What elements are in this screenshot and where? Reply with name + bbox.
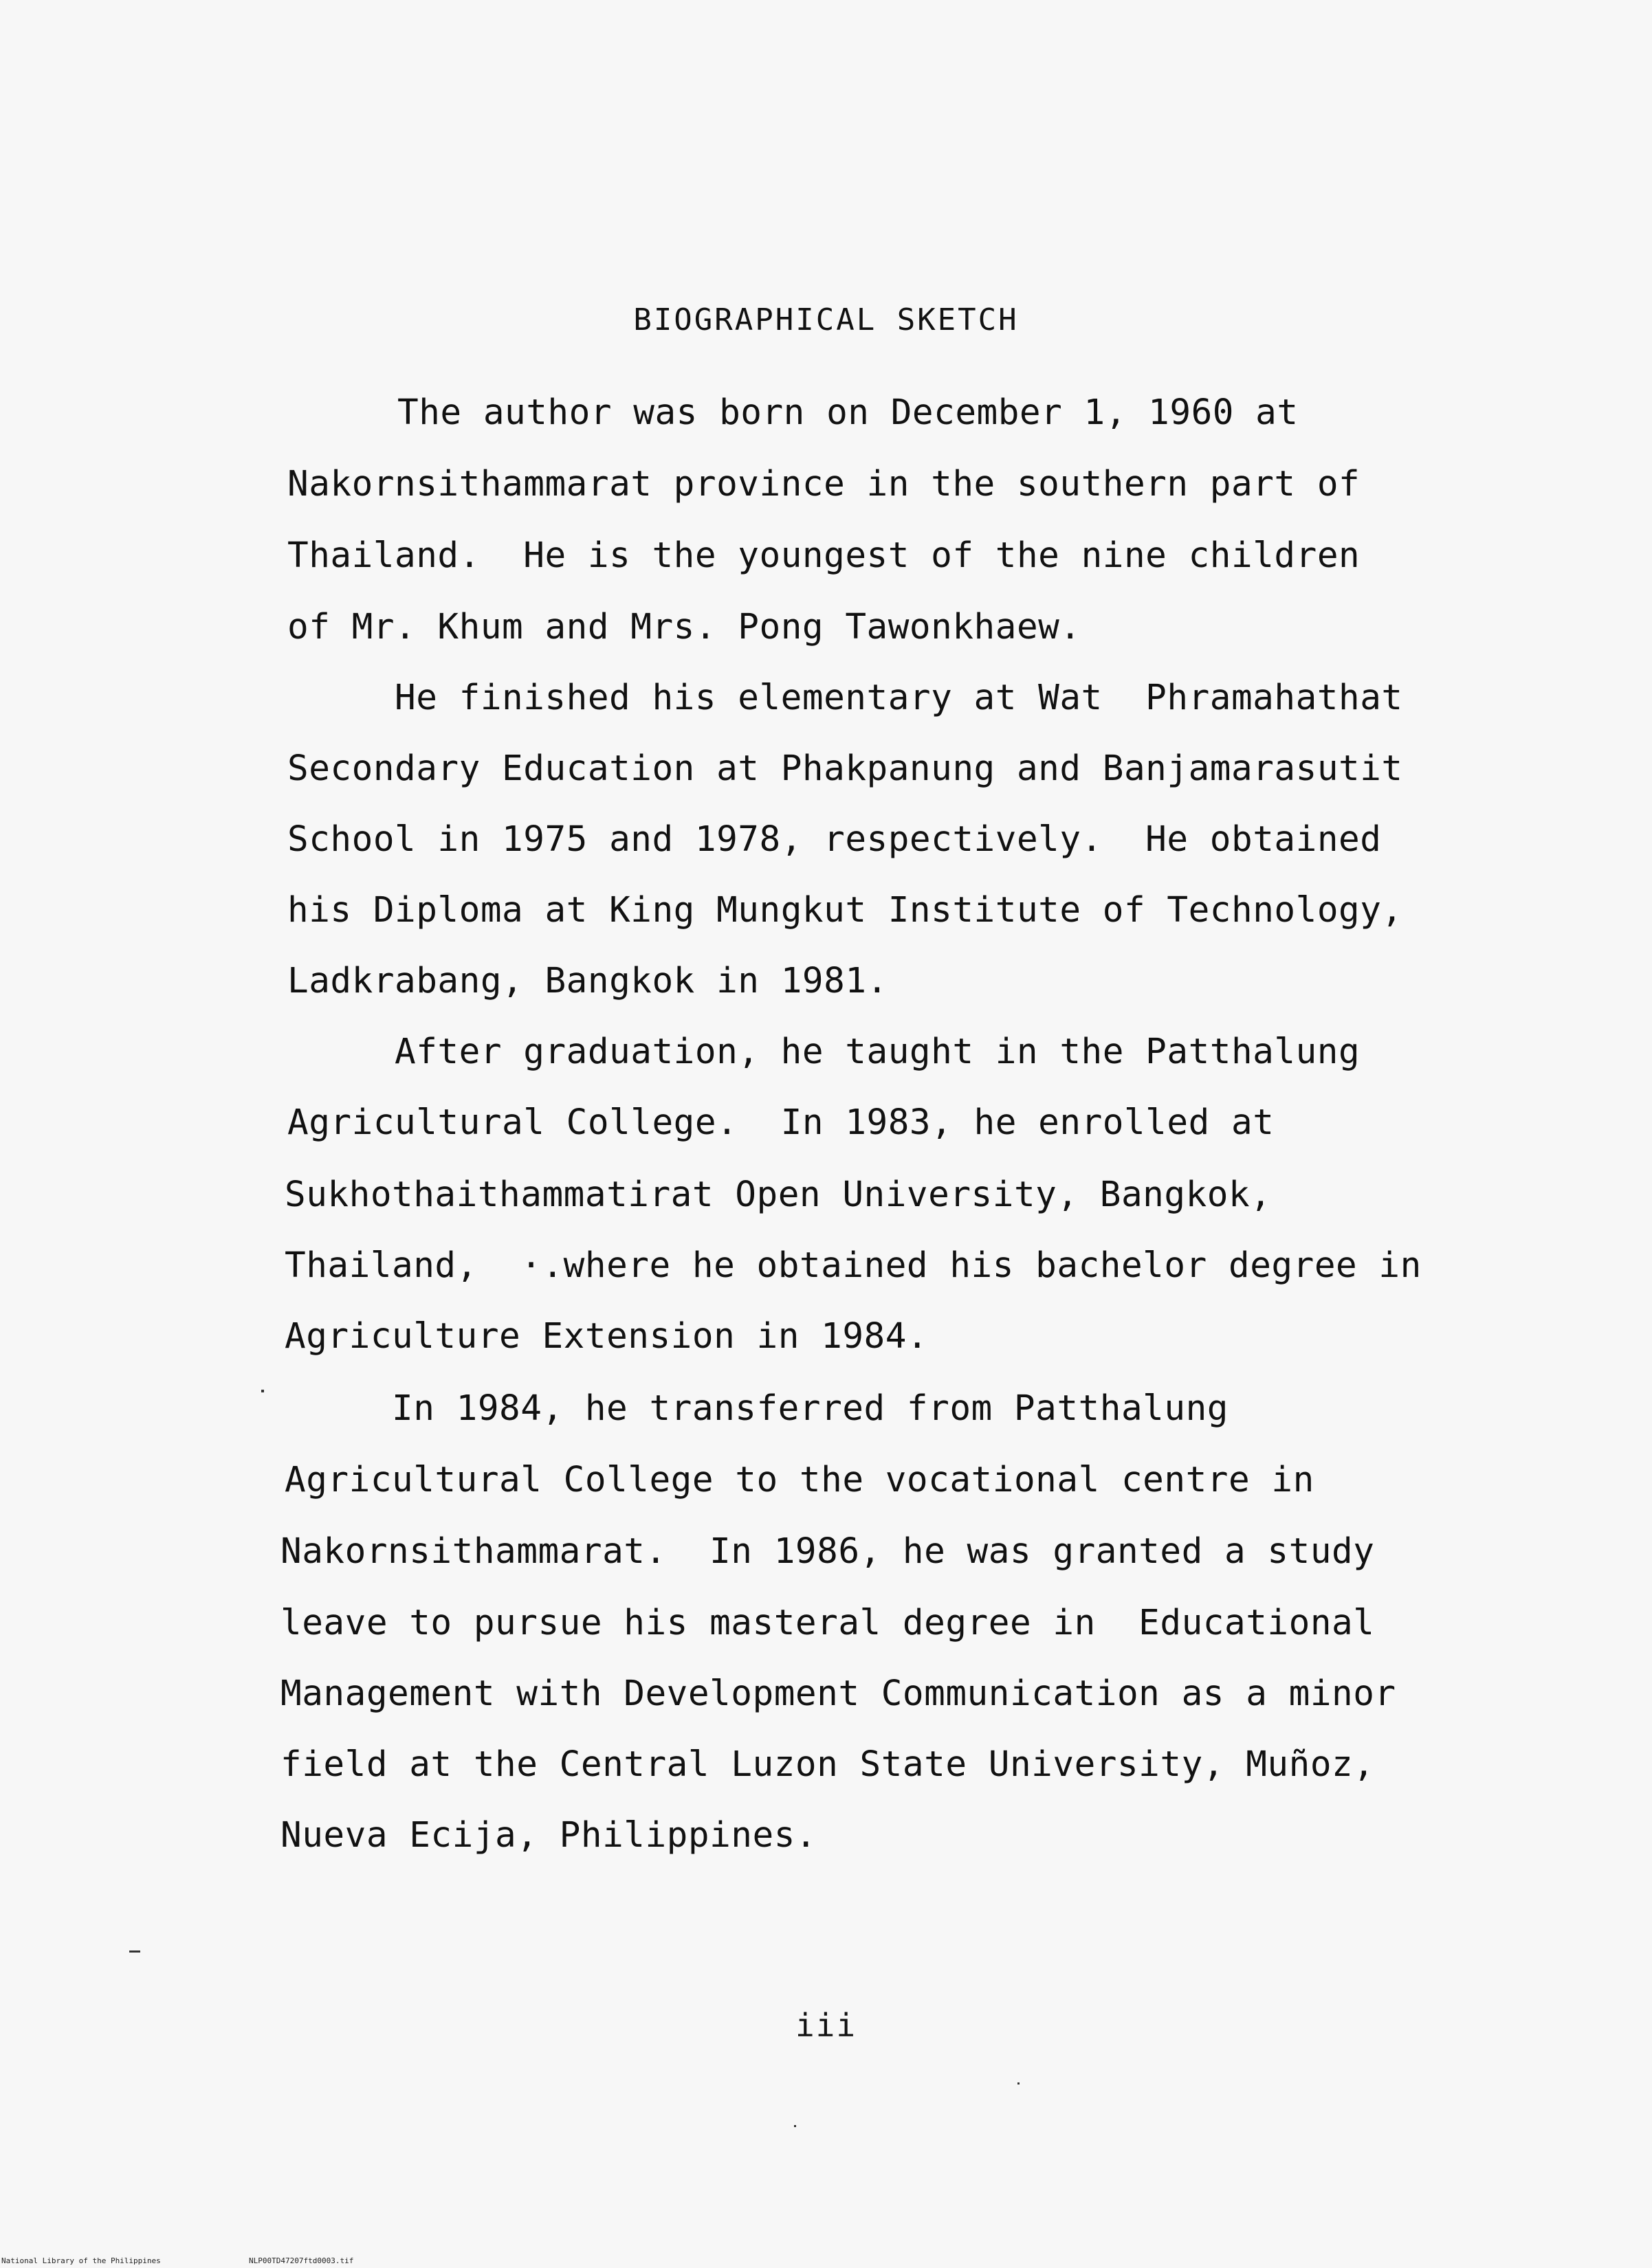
paragraph-line: of Mr. Khum and Mrs. Pong Tawonkhaew. bbox=[287, 607, 1081, 647]
scan-speck bbox=[794, 2125, 796, 2127]
paragraph-line: Sukhothaithammatirat Open University, Bangkok, bbox=[285, 1175, 1272, 1215]
footer-library: National Library of the Philippines bbox=[1, 2256, 161, 2265]
paragraph-line: Secondary Education at Phakpanung and Banjamarasutit bbox=[287, 748, 1403, 789]
paragraph-line: Nakornsithammarat. In 1986, he was granted a study bbox=[280, 1531, 1375, 1572]
paragraph-line: Thailand. He is the youngest of the nine children bbox=[287, 535, 1361, 576]
paragraph-line: his Diploma at King Mungkut Institute of Technology, bbox=[287, 890, 1403, 931]
paragraph-line: Management with Development Communication as a minor bbox=[280, 1674, 1396, 1714]
paragraph-line: Ladkrabang, Bangkok in 1981. bbox=[287, 961, 888, 1001]
paragraph-line: School in 1975 and 1978, respectively. He obtained bbox=[287, 819, 1382, 860]
page-number: iii bbox=[795, 2007, 857, 2044]
paragraph-line: He finished his elementary at Wat Phramahathat bbox=[395, 678, 1403, 718]
paragraph-line: The author was born on December 1, 1960 at bbox=[397, 392, 1299, 433]
paragraph-line: Nueva Ecija, Philippines. bbox=[280, 1815, 817, 1856]
scan-speck bbox=[1017, 2082, 1020, 2084]
scan-speck bbox=[129, 1950, 140, 1953]
paragraph-line: field at the Central Luzon State University, Muñoz, bbox=[280, 1744, 1375, 1785]
paragraph-line: leave to pursue his masteral degree in Educational bbox=[280, 1603, 1375, 1643]
paragraph-line: In 1984, he transferred from Patthalung bbox=[392, 1388, 1229, 1429]
paragraph-line: Agriculture Extension in 1984. bbox=[285, 1316, 929, 1357]
page-title: BIOGRAPHICAL SKETCH bbox=[633, 302, 1019, 337]
paragraph-line: Thailand, ·.where he obtained his bachelor degree in bbox=[285, 1245, 1422, 1286]
paragraph-line: After graduation, he taught in the Patthalung bbox=[395, 1032, 1361, 1072]
paragraph-line: Nakornsithammarat province in the southern part of bbox=[287, 464, 1361, 504]
scan-speck bbox=[261, 1390, 264, 1392]
paragraph-line: Agricultural College. In 1983, he enrolled at bbox=[287, 1102, 1275, 1143]
footer-file: NLP00TD47207ftd0003.tif bbox=[249, 2256, 354, 2265]
paragraph-line: Agricultural College to the vocational centre in bbox=[285, 1460, 1314, 1500]
